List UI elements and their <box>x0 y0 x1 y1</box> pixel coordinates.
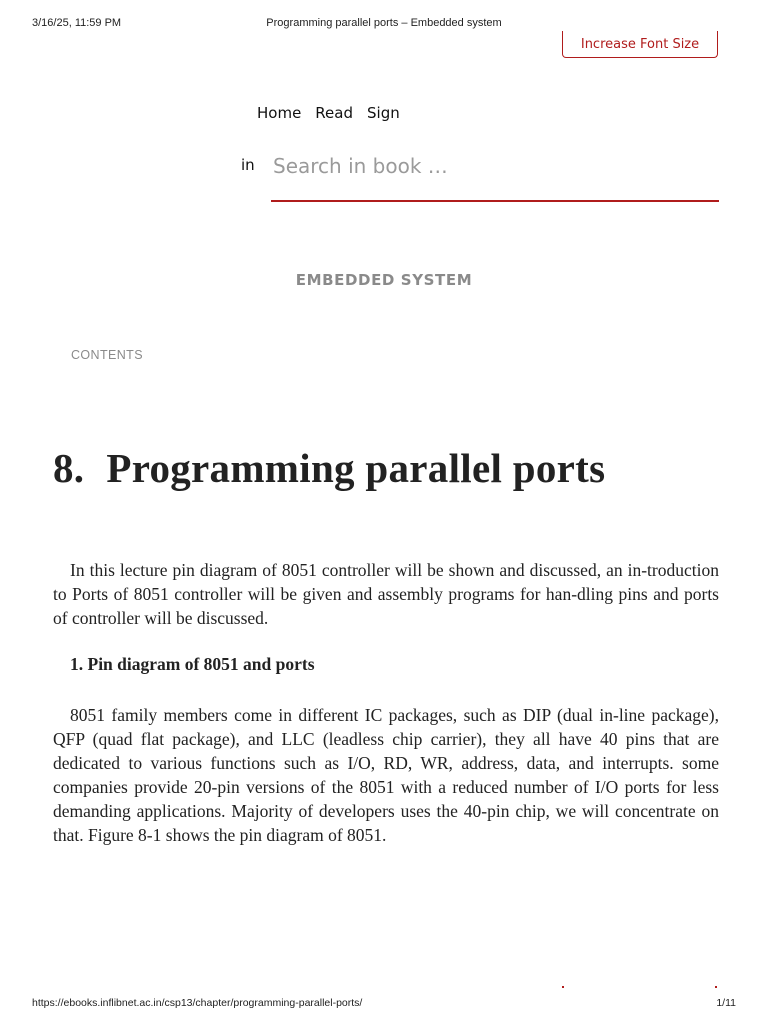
search-box <box>271 146 719 202</box>
intro-paragraph: In this lecture pin diagram of 8051 controller will be shown and discussed, an in-troduction to Ports of 8051 controller will be given and assembly programs for han-dling pins and ports of controller will be discussed. <box>53 560 719 628</box>
edge-mark <box>562 986 564 988</box>
print-page-title: Programming parallel ports – Embedded system <box>266 17 502 29</box>
nav-link-sign[interactable]: Sign <box>367 104 400 122</box>
body-paragraph: 8051 family members come in different IC packages, such as DIP (dual in-line package), QFP (quad flat package), and LLC (leadless chip carrier), they all have 40 pins that are dedicated to various functions such as I/O, RD, WR, address, data, and interrupts. some companies provide 20-pin versions of the 8051 with a reduced number of I/O ports for less demanding applications. Majority of developers uses the 40-pin chip, we will concentrate on that. Figure 8-1 shows the pin diagram of 8051. <box>53 705 719 845</box>
search-input[interactable] <box>271 146 719 186</box>
section-heading: 1. Pin diagram of 8051 and ports <box>70 654 315 674</box>
chapter-number: 8. <box>53 445 85 491</box>
nav-link-sign-in-continued[interactable]: in <box>241 156 255 174</box>
chapter-title-text: Programming parallel ports <box>106 445 606 491</box>
nav-link-home[interactable]: Home <box>257 104 302 122</box>
increase-font-size-button[interactable]: Increase Font Size <box>562 31 718 58</box>
primary-nav <box>257 104 414 122</box>
chapter-title <box>53 444 733 492</box>
print-datetime: 3/16/25, 11:59 PM <box>32 17 122 29</box>
nav-link-read[interactable]: Read <box>315 104 353 122</box>
page-edge-marks <box>0 986 768 990</box>
contents-link[interactable]: CONTENTS <box>71 348 143 362</box>
page-number: 1/11 <box>716 997 736 1009</box>
edge-mark <box>715 986 717 988</box>
book-title[interactable]: EMBEDDED SYSTEM <box>295 271 473 289</box>
print-url: https://ebooks.inflibnet.ac.in/csp13/chapter/programming-parallel-ports/ <box>32 997 363 1009</box>
